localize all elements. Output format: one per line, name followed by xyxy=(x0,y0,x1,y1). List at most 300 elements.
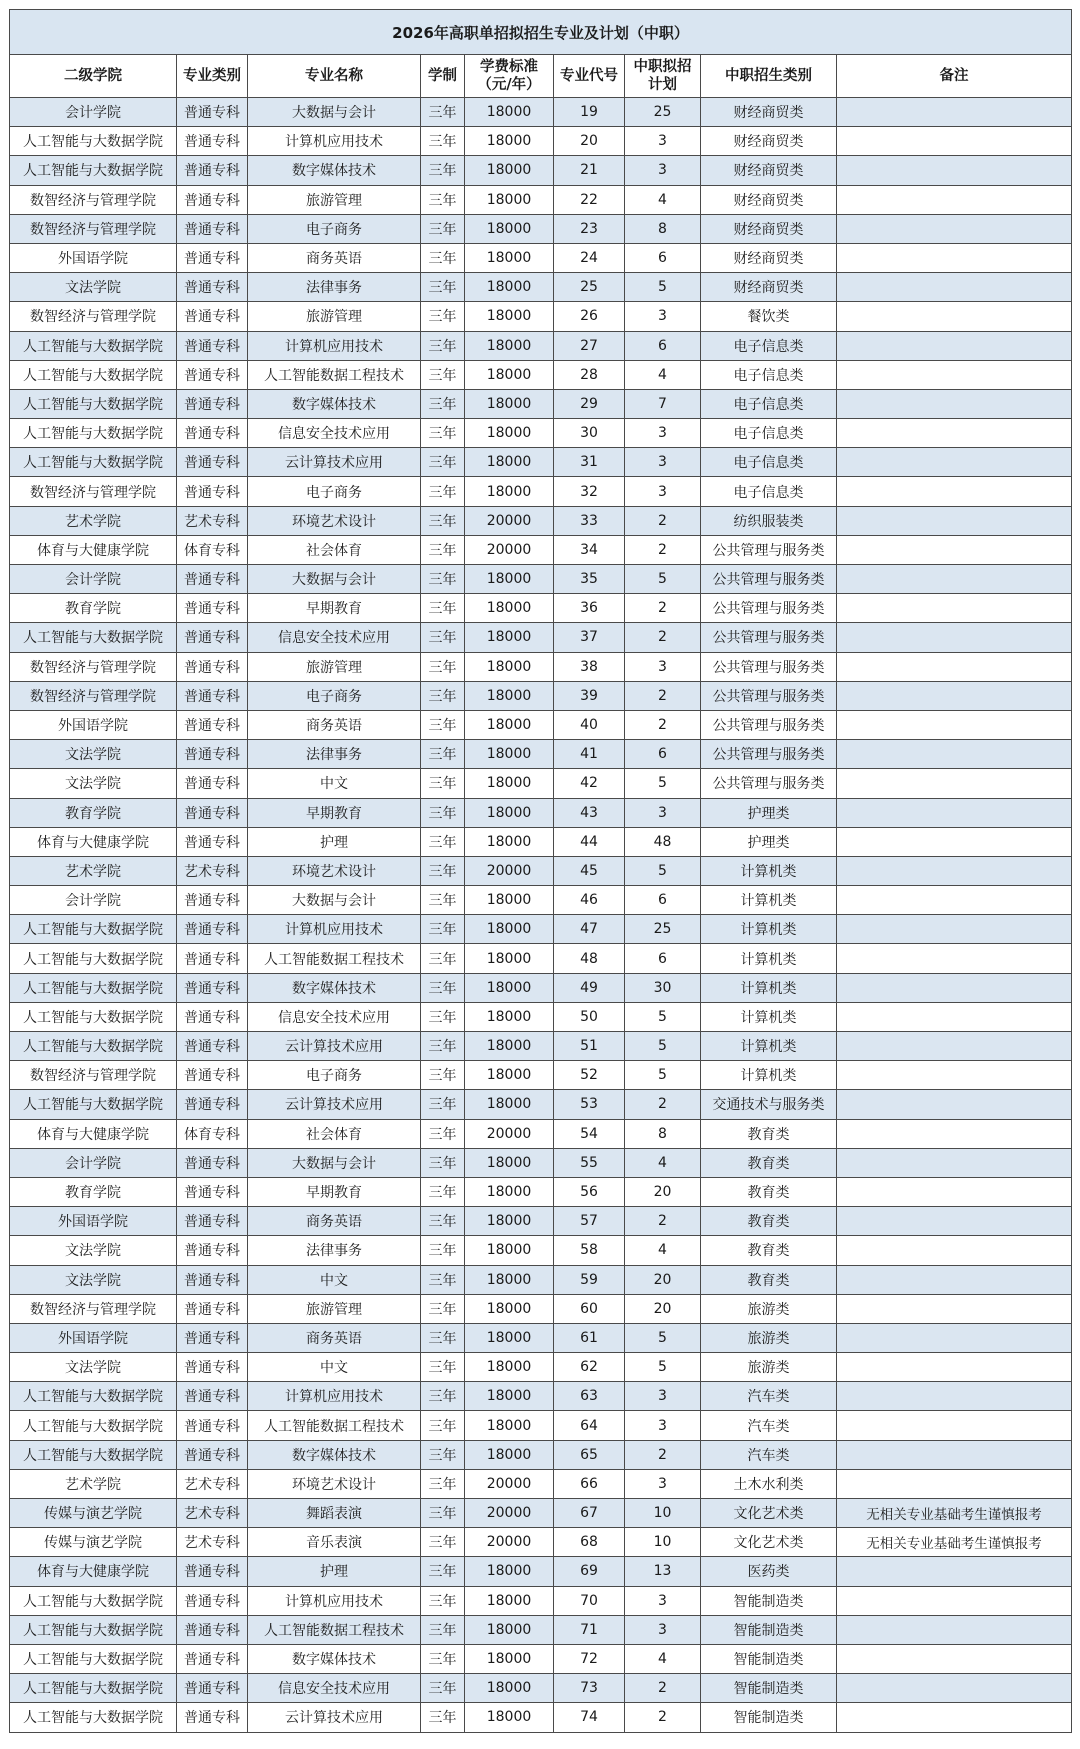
cell-duration: 三年 xyxy=(421,1119,465,1148)
cell-code: 67 xyxy=(554,1499,625,1528)
cell-plan: 2 xyxy=(625,506,701,535)
header-fee-line1: 学费标准 xyxy=(480,58,538,75)
cell-category: 普通专科 xyxy=(177,1353,248,1382)
cell-type: 财经商贸类 xyxy=(701,156,837,185)
cell-remark xyxy=(837,1440,1072,1469)
cell-type: 教育类 xyxy=(701,1236,837,1265)
cell-type: 汽车类 xyxy=(701,1440,837,1469)
cell-fee: 18000 xyxy=(465,477,554,506)
cell-code: 39 xyxy=(554,681,625,710)
cell-duration: 三年 xyxy=(421,565,465,594)
cell-duration: 三年 xyxy=(421,1207,465,1236)
cell-plan: 8 xyxy=(625,214,701,243)
table-row xyxy=(10,448,1072,477)
cell-remark xyxy=(837,1586,1072,1615)
cell-major: 数字媒体技术 xyxy=(248,389,421,418)
cell-major: 护理 xyxy=(248,1557,421,1586)
cell-duration: 三年 xyxy=(421,1382,465,1411)
cell-plan: 10 xyxy=(625,1528,701,1557)
cell-code: 27 xyxy=(554,331,625,360)
cell-category: 普通专科 xyxy=(177,1002,248,1031)
cell-college: 教育学院 xyxy=(10,798,177,827)
cell-major: 云计算技术应用 xyxy=(248,1703,421,1732)
cell-major: 计算机应用技术 xyxy=(248,1382,421,1411)
cell-remark xyxy=(837,1119,1072,1148)
cell-code: 61 xyxy=(554,1323,625,1352)
cell-fee: 18000 xyxy=(465,594,554,623)
cell-code: 35 xyxy=(554,565,625,594)
cell-type: 旅游类 xyxy=(701,1353,837,1382)
cell-category: 普通专科 xyxy=(177,389,248,418)
cell-college: 人工智能与大数据学院 xyxy=(10,331,177,360)
cell-college: 人工智能与大数据学院 xyxy=(10,1586,177,1615)
cell-fee: 18000 xyxy=(465,419,554,448)
cell-major: 法律事务 xyxy=(248,273,421,302)
table-row xyxy=(10,1148,1072,1177)
cell-remark xyxy=(837,1148,1072,1177)
cell-college: 文法学院 xyxy=(10,1265,177,1294)
cell-category: 普通专科 xyxy=(177,243,248,272)
cell-code: 26 xyxy=(554,302,625,331)
header-fee-line2: （元/年） xyxy=(477,76,541,93)
cell-major: 商务英语 xyxy=(248,1323,421,1352)
cell-major: 信息安全技术应用 xyxy=(248,1002,421,1031)
cell-fee: 18000 xyxy=(465,1177,554,1206)
cell-duration: 三年 xyxy=(421,1265,465,1294)
header-plan-line2: 计划 xyxy=(648,76,677,93)
cell-code: 45 xyxy=(554,856,625,885)
cell-duration: 三年 xyxy=(421,944,465,973)
table-row xyxy=(10,214,1072,243)
cell-college: 艺术学院 xyxy=(10,1469,177,1498)
cell-plan: 5 xyxy=(625,856,701,885)
cell-type: 教育类 xyxy=(701,1177,837,1206)
cell-duration: 三年 xyxy=(421,710,465,739)
cell-fee: 18000 xyxy=(465,886,554,915)
cell-type: 公共管理与服务类 xyxy=(701,535,837,564)
cell-plan: 2 xyxy=(625,681,701,710)
table-row xyxy=(10,156,1072,185)
cell-category: 普通专科 xyxy=(177,127,248,156)
cell-duration: 三年 xyxy=(421,1674,465,1703)
cell-duration: 三年 xyxy=(421,448,465,477)
cell-code: 69 xyxy=(554,1557,625,1586)
cell-type: 交通技术与服务类 xyxy=(701,1090,837,1119)
cell-duration: 三年 xyxy=(421,681,465,710)
cell-remark xyxy=(837,1644,1072,1673)
cell-plan: 3 xyxy=(625,798,701,827)
cell-duration: 三年 xyxy=(421,127,465,156)
cell-duration: 三年 xyxy=(421,1323,465,1352)
cell-category: 普通专科 xyxy=(177,944,248,973)
cell-category: 普通专科 xyxy=(177,827,248,856)
cell-type: 计算机类 xyxy=(701,886,837,915)
cell-remark xyxy=(837,1061,1072,1090)
cell-category: 普通专科 xyxy=(177,1032,248,1061)
cell-college: 人工智能与大数据学院 xyxy=(10,1002,177,1031)
cell-type: 计算机类 xyxy=(701,1032,837,1061)
cell-college: 人工智能与大数据学院 xyxy=(10,973,177,1002)
table-row xyxy=(10,652,1072,681)
cell-remark xyxy=(837,915,1072,944)
cell-code: 73 xyxy=(554,1674,625,1703)
cell-fee: 18000 xyxy=(465,1440,554,1469)
cell-category: 体育专科 xyxy=(177,1119,248,1148)
cell-type: 教育类 xyxy=(701,1148,837,1177)
cell-duration: 三年 xyxy=(421,1499,465,1528)
cell-fee: 18000 xyxy=(465,98,554,127)
cell-remark xyxy=(837,565,1072,594)
cell-duration: 三年 xyxy=(421,1090,465,1119)
cell-college: 外国语学院 xyxy=(10,243,177,272)
cell-major: 计算机应用技术 xyxy=(248,127,421,156)
cell-code: 64 xyxy=(554,1411,625,1440)
cell-duration: 三年 xyxy=(421,1615,465,1644)
cell-remark xyxy=(837,769,1072,798)
cell-fee: 20000 xyxy=(465,506,554,535)
cell-major: 环境艺术设计 xyxy=(248,506,421,535)
table-row xyxy=(10,1528,1072,1557)
cell-college: 体育与大健康学院 xyxy=(10,1557,177,1586)
cell-fee: 18000 xyxy=(465,1353,554,1382)
cell-fee: 18000 xyxy=(465,243,554,272)
cell-code: 49 xyxy=(554,973,625,1002)
cell-plan: 5 xyxy=(625,1061,701,1090)
header-college: 二级学院 xyxy=(10,55,177,98)
cell-duration: 三年 xyxy=(421,1353,465,1382)
cell-category: 艺术专科 xyxy=(177,1528,248,1557)
cell-remark xyxy=(837,389,1072,418)
cell-fee: 18000 xyxy=(465,769,554,798)
cell-major: 云计算技术应用 xyxy=(248,448,421,477)
cell-type: 电子信息类 xyxy=(701,419,837,448)
cell-college: 体育与大健康学院 xyxy=(10,827,177,856)
cell-duration: 三年 xyxy=(421,535,465,564)
cell-major: 环境艺术设计 xyxy=(248,856,421,885)
table-row xyxy=(10,273,1072,302)
cell-plan: 25 xyxy=(625,915,701,944)
table-row xyxy=(10,973,1072,1002)
cell-type: 旅游类 xyxy=(701,1294,837,1323)
cell-code: 66 xyxy=(554,1469,625,1498)
cell-plan: 48 xyxy=(625,827,701,856)
cell-type: 公共管理与服务类 xyxy=(701,681,837,710)
cell-college: 人工智能与大数据学院 xyxy=(10,1674,177,1703)
cell-college: 人工智能与大数据学院 xyxy=(10,1382,177,1411)
cell-major: 旅游管理 xyxy=(248,652,421,681)
cell-plan: 8 xyxy=(625,1119,701,1148)
cell-type: 公共管理与服务类 xyxy=(701,769,837,798)
cell-remark xyxy=(837,1353,1072,1382)
cell-major: 法律事务 xyxy=(248,740,421,769)
cell-college: 文法学院 xyxy=(10,769,177,798)
cell-remark xyxy=(837,214,1072,243)
cell-fee: 18000 xyxy=(465,1265,554,1294)
cell-major: 早期教育 xyxy=(248,1177,421,1206)
cell-major: 社会体育 xyxy=(248,535,421,564)
cell-plan: 3 xyxy=(625,1382,701,1411)
header-category: 专业类别 xyxy=(177,55,248,98)
header-plan xyxy=(625,55,701,98)
cell-college: 会计学院 xyxy=(10,1148,177,1177)
cell-college: 外国语学院 xyxy=(10,1207,177,1236)
cell-fee: 18000 xyxy=(465,710,554,739)
cell-fee: 18000 xyxy=(465,389,554,418)
cell-remark xyxy=(837,273,1072,302)
cell-duration: 三年 xyxy=(421,1703,465,1732)
cell-type: 护理类 xyxy=(701,827,837,856)
cell-plan: 2 xyxy=(625,1207,701,1236)
cell-code: 21 xyxy=(554,156,625,185)
table-title: 2026年高职单招拟招生专业及计划（中职） xyxy=(10,10,1072,55)
cell-plan: 3 xyxy=(625,448,701,477)
header-row xyxy=(10,55,1072,98)
cell-fee: 18000 xyxy=(465,1294,554,1323)
cell-type: 电子信息类 xyxy=(701,360,837,389)
cell-code: 72 xyxy=(554,1644,625,1673)
cell-remark xyxy=(837,331,1072,360)
cell-duration: 三年 xyxy=(421,389,465,418)
cell-fee: 20000 xyxy=(465,1119,554,1148)
cell-fee: 18000 xyxy=(465,1323,554,1352)
cell-major: 电子商务 xyxy=(248,1061,421,1090)
cell-college: 人工智能与大数据学院 xyxy=(10,448,177,477)
cell-fee: 18000 xyxy=(465,1382,554,1411)
cell-remark xyxy=(837,302,1072,331)
cell-fee: 20000 xyxy=(465,1469,554,1498)
cell-code: 51 xyxy=(554,1032,625,1061)
cell-remark xyxy=(837,944,1072,973)
cell-duration: 三年 xyxy=(421,98,465,127)
cell-major: 音乐表演 xyxy=(248,1528,421,1557)
cell-code: 25 xyxy=(554,273,625,302)
cell-category: 普通专科 xyxy=(177,1382,248,1411)
cell-code: 47 xyxy=(554,915,625,944)
cell-major: 信息安全技术应用 xyxy=(248,1674,421,1703)
cell-remark xyxy=(837,973,1072,1002)
table-row xyxy=(10,1090,1072,1119)
cell-major: 商务英语 xyxy=(248,1207,421,1236)
cell-remark xyxy=(837,506,1072,535)
cell-type: 汽车类 xyxy=(701,1382,837,1411)
cell-duration: 三年 xyxy=(421,331,465,360)
cell-code: 70 xyxy=(554,1586,625,1615)
table-row xyxy=(10,1236,1072,1265)
cell-category: 普通专科 xyxy=(177,1265,248,1294)
cell-type: 汽车类 xyxy=(701,1411,837,1440)
cell-fee: 18000 xyxy=(465,1090,554,1119)
cell-college: 外国语学院 xyxy=(10,1323,177,1352)
table-row xyxy=(10,565,1072,594)
cell-plan: 2 xyxy=(625,535,701,564)
cell-major: 商务英语 xyxy=(248,243,421,272)
cell-code: 24 xyxy=(554,243,625,272)
cell-college: 数智经济与管理学院 xyxy=(10,477,177,506)
cell-fee: 18000 xyxy=(465,185,554,214)
cell-fee: 18000 xyxy=(465,360,554,389)
table-row xyxy=(10,827,1072,856)
cell-code: 62 xyxy=(554,1353,625,1382)
table-row xyxy=(10,331,1072,360)
cell-plan: 5 xyxy=(625,769,701,798)
table-row xyxy=(10,740,1072,769)
cell-fee: 18000 xyxy=(465,1703,554,1732)
cell-duration: 三年 xyxy=(421,243,465,272)
cell-college: 人工智能与大数据学院 xyxy=(10,1644,177,1673)
cell-plan: 10 xyxy=(625,1499,701,1528)
cell-fee: 20000 xyxy=(465,856,554,885)
table-row xyxy=(10,185,1072,214)
cell-type: 公共管理与服务类 xyxy=(701,710,837,739)
cell-major: 电子商务 xyxy=(248,681,421,710)
cell-remark xyxy=(837,1674,1072,1703)
cell-college: 数智经济与管理学院 xyxy=(10,652,177,681)
table-row xyxy=(10,1557,1072,1586)
table-row xyxy=(10,944,1072,973)
cell-category: 普通专科 xyxy=(177,1236,248,1265)
cell-college: 文法学院 xyxy=(10,740,177,769)
cell-remark xyxy=(837,1207,1072,1236)
cell-code: 54 xyxy=(554,1119,625,1148)
cell-code: 56 xyxy=(554,1177,625,1206)
cell-fee: 18000 xyxy=(465,652,554,681)
cell-plan: 2 xyxy=(625,1090,701,1119)
header-major: 专业名称 xyxy=(248,55,421,98)
cell-college: 人工智能与大数据学院 xyxy=(10,1615,177,1644)
cell-plan: 2 xyxy=(625,594,701,623)
cell-code: 23 xyxy=(554,214,625,243)
table-row xyxy=(10,1411,1072,1440)
cell-college: 文法学院 xyxy=(10,1353,177,1382)
cell-code: 63 xyxy=(554,1382,625,1411)
cell-remark xyxy=(837,1382,1072,1411)
cell-remark xyxy=(837,1615,1072,1644)
cell-fee: 18000 xyxy=(465,331,554,360)
cell-college: 人工智能与大数据学院 xyxy=(10,1703,177,1732)
cell-remark xyxy=(837,886,1072,915)
cell-major: 中文 xyxy=(248,1265,421,1294)
cell-type: 智能制造类 xyxy=(701,1615,837,1644)
cell-type: 计算机类 xyxy=(701,1061,837,1090)
cell-major: 早期教育 xyxy=(248,798,421,827)
cell-remark xyxy=(837,1090,1072,1119)
table-row xyxy=(10,389,1072,418)
table-row xyxy=(10,506,1072,535)
cell-fee: 20000 xyxy=(465,535,554,564)
table-row xyxy=(10,98,1072,127)
cell-plan: 6 xyxy=(625,331,701,360)
cell-plan: 3 xyxy=(625,1615,701,1644)
cell-plan: 5 xyxy=(625,1353,701,1382)
cell-remark xyxy=(837,1002,1072,1031)
cell-category: 普通专科 xyxy=(177,1586,248,1615)
cell-code: 55 xyxy=(554,1148,625,1177)
cell-fee: 18000 xyxy=(465,1674,554,1703)
cell-major: 电子商务 xyxy=(248,477,421,506)
cell-fee: 18000 xyxy=(465,127,554,156)
cell-fee: 18000 xyxy=(465,681,554,710)
cell-code: 37 xyxy=(554,623,625,652)
table-row xyxy=(10,856,1072,885)
cell-type: 餐饮类 xyxy=(701,302,837,331)
cell-plan: 3 xyxy=(625,302,701,331)
cell-duration: 三年 xyxy=(421,973,465,1002)
cell-remark xyxy=(837,535,1072,564)
cell-type: 电子信息类 xyxy=(701,448,837,477)
cell-type: 计算机类 xyxy=(701,856,837,885)
cell-code: 58 xyxy=(554,1236,625,1265)
cell-type: 土木水利类 xyxy=(701,1469,837,1498)
cell-type: 护理类 xyxy=(701,798,837,827)
table-row xyxy=(10,1207,1072,1236)
cell-college: 人工智能与大数据学院 xyxy=(10,1440,177,1469)
cell-category: 普通专科 xyxy=(177,1148,248,1177)
cell-college: 人工智能与大数据学院 xyxy=(10,944,177,973)
cell-fee: 18000 xyxy=(465,214,554,243)
cell-code: 38 xyxy=(554,652,625,681)
table-row xyxy=(10,1323,1072,1352)
cell-fee: 18000 xyxy=(465,827,554,856)
cell-plan: 30 xyxy=(625,973,701,1002)
cell-code: 52 xyxy=(554,1061,625,1090)
cell-duration: 三年 xyxy=(421,1294,465,1323)
cell-remark xyxy=(837,1411,1072,1440)
cell-college: 数智经济与管理学院 xyxy=(10,302,177,331)
table-body xyxy=(10,98,1072,1733)
cell-category: 普通专科 xyxy=(177,1061,248,1090)
cell-plan: 4 xyxy=(625,1236,701,1265)
cell-category: 普通专科 xyxy=(177,1674,248,1703)
table-row xyxy=(10,127,1072,156)
cell-fee: 18000 xyxy=(465,973,554,1002)
cell-remark: 无相关专业基础考生谨慎报考 xyxy=(837,1499,1072,1528)
header-duration: 学制 xyxy=(421,55,465,98)
cell-code: 44 xyxy=(554,827,625,856)
table-row xyxy=(10,1469,1072,1498)
cell-college: 文法学院 xyxy=(10,1236,177,1265)
cell-remark xyxy=(837,1469,1072,1498)
cell-college: 数智经济与管理学院 xyxy=(10,214,177,243)
cell-college: 人工智能与大数据学院 xyxy=(10,915,177,944)
cell-plan: 3 xyxy=(625,1586,701,1615)
cell-code: 57 xyxy=(554,1207,625,1236)
cell-duration: 三年 xyxy=(421,214,465,243)
cell-type: 财经商贸类 xyxy=(701,273,837,302)
cell-plan: 20 xyxy=(625,1265,701,1294)
cell-remark xyxy=(837,1323,1072,1352)
cell-remark xyxy=(837,477,1072,506)
cell-type: 纺织服装类 xyxy=(701,506,837,535)
cell-duration: 三年 xyxy=(421,594,465,623)
cell-category: 普通专科 xyxy=(177,477,248,506)
cell-duration: 三年 xyxy=(421,506,465,535)
cell-college: 数智经济与管理学院 xyxy=(10,1061,177,1090)
cell-type: 公共管理与服务类 xyxy=(701,594,837,623)
cell-plan: 4 xyxy=(625,185,701,214)
cell-plan: 6 xyxy=(625,886,701,915)
cell-category: 普通专科 xyxy=(177,360,248,389)
cell-code: 31 xyxy=(554,448,625,477)
cell-code: 74 xyxy=(554,1703,625,1732)
cell-college: 人工智能与大数据学院 xyxy=(10,1090,177,1119)
cell-type: 公共管理与服务类 xyxy=(701,623,837,652)
cell-category: 普通专科 xyxy=(177,1323,248,1352)
cell-college: 传媒与演艺学院 xyxy=(10,1499,177,1528)
table-row xyxy=(10,419,1072,448)
cell-remark xyxy=(837,1236,1072,1265)
cell-category: 普通专科 xyxy=(177,915,248,944)
cell-type: 公共管理与服务类 xyxy=(701,565,837,594)
